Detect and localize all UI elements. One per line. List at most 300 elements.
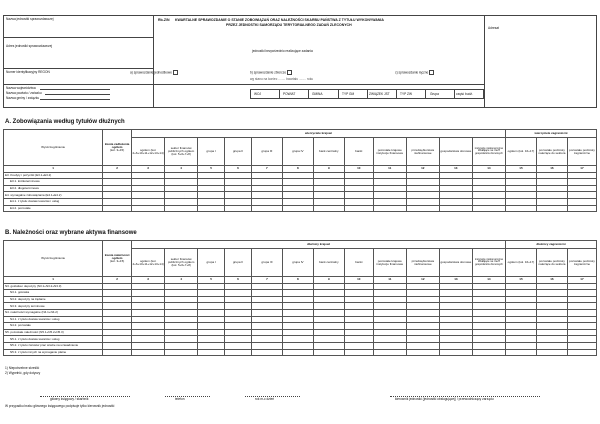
value-cell[interactable] [225,342,252,349]
value-cell[interactable] [103,336,132,343]
value-cell[interactable] [406,198,439,205]
value-cell[interactable] [251,205,282,212]
value-cell[interactable] [225,336,252,343]
footnote-1: 1) Niepotrzebne skreślić [5,366,40,370]
value-cell[interactable] [505,329,536,336]
value-cell[interactable] [505,283,536,290]
value-cell[interactable] [406,336,439,343]
value-cell[interactable] [567,192,596,199]
value-cell[interactable] [313,349,344,356]
option-combined-checkbox[interactable] [429,70,434,75]
value-cell[interactable] [251,283,282,290]
value-cell[interactable] [313,192,344,199]
value-cell[interactable] [165,172,198,179]
option-individual-checkbox[interactable] [173,70,178,75]
value-cell[interactable] [344,283,373,290]
value-cell[interactable] [103,316,132,323]
value-cell[interactable] [472,179,505,186]
value-cell[interactable] [406,329,439,336]
value-cell[interactable] [472,198,505,205]
unit-type-typ-zw[interactable]: TYP ZW [400,91,412,96]
value-cell[interactable] [251,172,282,179]
value-cell[interactable] [567,185,596,192]
value-cell[interactable] [505,192,536,199]
value-cell[interactable] [198,205,225,212]
value-cell[interactable] [251,323,282,330]
value-cell[interactable] [567,205,596,212]
section-a-subheader-row: ogółem (kol. 4+6+10+11+12+13+14) sektor finansów publicznych ogółem (kol. 5+6+7+8) grupa I grupa II grupa III grupa IV bank centralny banki pozostałe krajowe instytucje finansowe przedsiębiorstwa niefinansowe gospodarstwa domowe instytucje niekomercyjne działające na rzecz gospodarstw domowych ogółem (kol. 16+17) pozostałe podmioty należące do sektora pozostałe podmioty zagraniczne [4,138,597,166]
value-cell[interactable] [373,185,406,192]
value-cell[interactable] [505,336,536,343]
value-cell[interactable] [132,303,165,310]
value-cell[interactable] [251,296,282,303]
value-cell[interactable] [313,342,344,349]
value-cell[interactable] [472,336,505,343]
value-cell[interactable] [103,296,132,303]
value-cell[interactable] [373,329,406,336]
quarter-line[interactable]: wg stanu na koniec ........ kwartału ........ roku [250,77,314,81]
value-cell[interactable] [472,329,505,336]
value-cell[interactable] [282,342,313,349]
value-cell[interactable] [198,179,225,186]
value-cell[interactable] [472,290,505,297]
value-cell[interactable] [282,185,313,192]
value-cell[interactable] [165,290,198,297]
value-cell[interactable] [282,172,313,179]
value-cell[interactable] [103,283,132,290]
value-cell[interactable] [165,342,198,349]
value-cell[interactable] [373,336,406,343]
value-cell[interactable] [344,205,373,212]
table-row [4,290,597,297]
value-cell[interactable] [198,185,225,192]
value-cell[interactable] [132,172,165,179]
value-cell[interactable] [439,198,472,205]
value-cell[interactable] [282,316,313,323]
value-cell[interactable] [344,179,373,186]
value-cell[interactable] [103,323,132,330]
value-cell[interactable] [472,283,505,290]
value-cell[interactable] [373,342,406,349]
value-cell[interactable] [198,290,225,297]
value-cell[interactable] [165,349,198,356]
voivodeship-label: Nazwa województwa [6,86,36,90]
value-cell[interactable] [225,192,252,199]
value-cell[interactable] [344,185,373,192]
value-cell[interactable] [373,179,406,186]
value-cell[interactable] [439,349,472,356]
value-cell[interactable] [567,336,596,343]
value-cell[interactable] [251,329,282,336]
value-cell[interactable] [439,192,472,199]
value-cell[interactable] [536,185,567,192]
value-cell[interactable] [132,296,165,303]
value-cell[interactable] [536,342,567,349]
value-cell[interactable] [536,205,567,212]
value-cell[interactable] [165,336,198,343]
value-cell[interactable] [225,198,252,205]
value-cell[interactable] [567,342,596,349]
value-cell[interactable] [344,192,373,199]
value-cell[interactable] [165,185,198,192]
option-summary[interactable]: b) sprawozdanie zbiorcze [250,70,292,75]
value-cell[interactable] [567,323,596,330]
unit-type-czesc[interactable]: część budż. [456,91,473,96]
value-cell[interactable] [472,185,505,192]
value-cell[interactable] [282,323,313,330]
county-label: Nazwa powiatu / zwiazku [6,91,42,95]
value-cell[interactable] [472,172,505,179]
value-cell[interactable] [536,316,567,323]
value-cell[interactable] [313,323,344,330]
value-cell[interactable] [472,316,505,323]
value-cell[interactable] [536,296,567,303]
value-cell[interactable] [536,283,567,290]
unit-type-woj[interactable]: WOJ [254,91,262,96]
value-cell[interactable] [103,290,132,297]
value-cell[interactable] [313,290,344,297]
value-cell[interactable] [406,179,439,186]
value-cell[interactable] [505,205,536,212]
value-cell[interactable] [282,205,313,212]
value-cell[interactable] [406,349,439,356]
value-cell[interactable] [251,309,282,316]
value-cell[interactable] [439,336,472,343]
unit-type-grupa[interactable]: Grupa [430,91,439,96]
value-cell[interactable] [103,342,132,349]
value-cell[interactable] [439,342,472,349]
value-cell[interactable] [165,303,198,310]
value-cell[interactable] [536,309,567,316]
value-cell[interactable] [505,303,536,310]
value-cell[interactable] [313,309,344,316]
unit-type-zwiazek[interactable]: ZWIĄZEK JST [369,91,390,96]
value-cell[interactable] [198,336,225,343]
value-cell[interactable] [313,205,344,212]
value-cell[interactable] [536,290,567,297]
value-cell[interactable] [165,198,198,205]
value-cell[interactable] [505,296,536,303]
value-cell[interactable] [132,323,165,330]
value-cell[interactable] [373,309,406,316]
value-cell[interactable] [536,179,567,186]
value-cell[interactable] [505,349,536,356]
value-cell[interactable] [103,192,132,199]
value-cell[interactable] [103,329,132,336]
value-cell[interactable] [567,303,596,310]
value-cell[interactable] [373,290,406,297]
option-combined[interactable]: c) sprawozdanie łączne [395,70,434,75]
value-cell[interactable] [198,198,225,205]
value-cell[interactable] [406,172,439,179]
value-cell[interactable] [439,283,472,290]
value-cell[interactable] [472,296,505,303]
value-cell[interactable] [505,179,536,186]
value-cell[interactable] [251,198,282,205]
value-cell[interactable] [132,283,165,290]
phone-label: telefon [175,397,185,401]
value-cell[interactable] [225,185,252,192]
value-cell[interactable] [165,296,198,303]
value-cell[interactable] [198,316,225,323]
value-cell[interactable] [472,309,505,316]
value-cell[interactable] [567,329,596,336]
value-cell[interactable] [406,309,439,316]
value-cell[interactable] [103,179,132,186]
value-cell[interactable] [198,303,225,310]
table-row [4,329,597,336]
value-cell[interactable] [103,172,132,179]
value-cell[interactable] [406,185,439,192]
value-cell[interactable] [132,316,165,323]
value-cell[interactable] [132,192,165,199]
value-cell[interactable] [536,329,567,336]
option-summary-checkbox[interactable] [287,70,292,75]
unit-type-powiat[interactable]: POWIAT [283,91,296,96]
value-cell[interactable] [567,290,596,297]
value-cell[interactable] [567,172,596,179]
value-cell[interactable] [165,192,198,199]
value-cell[interactable] [344,290,373,297]
value-cell[interactable] [344,323,373,330]
value-cell[interactable] [313,185,344,192]
value-cell[interactable] [373,296,406,303]
value-cell[interactable] [198,283,225,290]
value-cell[interactable] [567,179,596,186]
value-cell[interactable] [373,198,406,205]
value-cell[interactable] [282,296,313,303]
value-cell[interactable] [103,349,132,356]
value-cell[interactable] [439,316,472,323]
value-cell[interactable] [282,349,313,356]
value-cell[interactable] [567,316,596,323]
value-cell[interactable] [198,172,225,179]
value-cell[interactable] [251,185,282,192]
value-cell[interactable] [439,290,472,297]
value-cell[interactable] [132,179,165,186]
value-cell[interactable] [103,198,132,205]
value-cell[interactable] [225,290,252,297]
value-cell[interactable] [313,179,344,186]
value-cell[interactable] [251,303,282,310]
value-cell[interactable] [132,205,165,212]
value-cell[interactable] [536,303,567,310]
unit-type-gmina[interactable]: GMINA [312,91,323,96]
value-cell[interactable] [536,323,567,330]
value-cell[interactable] [225,323,252,330]
value-cell[interactable] [313,296,344,303]
value-cell[interactable] [165,283,198,290]
value-cell[interactable] [165,309,198,316]
value-cell[interactable] [505,290,536,297]
value-cell[interactable] [225,349,252,356]
unit-type-typ-gm[interactable]: TYP GM [342,91,355,96]
value-cell[interactable] [567,349,596,356]
value-cell[interactable] [313,172,344,179]
value-cell[interactable] [406,316,439,323]
value-cell[interactable] [406,290,439,297]
value-cell[interactable] [313,329,344,336]
value-cell[interactable] [536,192,567,199]
value-cell[interactable] [225,303,252,310]
value-cell[interactable] [505,172,536,179]
section-b-subheader-row: ogółem (kol. 4+6+10+11+12+13+14) sektor finansów publicznych ogółem (kol. 5+6+7+8) grupa I grupa II grupa III grupa IV bank centralny banki pozostałe krajowe instytucje finansowe przedsiębiorstwa niefinansowe gospodarstwa domowe instytucje niekomercyjne działające na rzecz gospodarstw domowych ogółem (kol. 16+17) pozostałe podmioty należące do sektora pozostałe podmioty zagraniczne [4,249,597,277]
value-cell[interactable] [344,296,373,303]
value-cell[interactable] [406,296,439,303]
value-cell[interactable] [165,316,198,323]
value-cell[interactable] [313,303,344,310]
value-cell[interactable] [439,323,472,330]
value-cell[interactable] [103,303,132,310]
value-cell[interactable] [439,172,472,179]
value-cell[interactable] [132,198,165,205]
value-cell[interactable] [251,290,282,297]
value-cell[interactable] [282,309,313,316]
value-cell[interactable] [282,290,313,297]
value-cell[interactable] [282,198,313,205]
phone-line[interactable] [165,396,210,397]
value-cell[interactable] [344,329,373,336]
value-cell[interactable] [536,198,567,205]
value-cell[interactable] [472,349,505,356]
value-cell[interactable] [282,192,313,199]
value-cell[interactable] [225,316,252,323]
value-cell[interactable] [165,323,198,330]
value-cell[interactable] [536,349,567,356]
value-cell[interactable] [282,329,313,336]
value-cell[interactable] [225,179,252,186]
value-cell[interactable] [313,198,344,205]
value-cell[interactable] [198,296,225,303]
value-cell[interactable] [472,323,505,330]
value-cell[interactable] [165,205,198,212]
value-cell[interactable] [536,336,567,343]
form-code: Rb-Z/N [158,18,170,22]
value-cell[interactable] [282,179,313,186]
value-cell[interactable] [439,205,472,212]
value-cell[interactable] [505,309,536,316]
value-cell[interactable] [344,172,373,179]
value-cell[interactable] [251,316,282,323]
value-cell[interactable] [103,205,132,212]
value-cell[interactable] [472,342,505,349]
value-cell[interactable] [225,205,252,212]
value-cell[interactable] [225,309,252,316]
value-cell[interactable] [132,185,165,192]
value-cell[interactable] [251,349,282,356]
value-cell[interactable] [251,336,282,343]
value-cell[interactable] [505,316,536,323]
value-cell[interactable] [225,283,252,290]
value-cell[interactable] [505,185,536,192]
value-cell[interactable] [344,342,373,349]
value-cell[interactable] [132,309,165,316]
value-cell[interactable] [373,316,406,323]
value-cell[interactable] [198,192,225,199]
value-cell[interactable] [225,329,252,336]
value-cell[interactable] [439,309,472,316]
value-cell[interactable] [439,296,472,303]
value-cell[interactable] [198,309,225,316]
value-cell[interactable] [505,198,536,205]
value-cell[interactable] [251,342,282,349]
value-cell[interactable] [251,192,282,199]
value-cell[interactable] [132,342,165,349]
option-individual[interactable]: a) sprawozdanie jednostkowe [130,70,178,75]
value-cell[interactable] [344,303,373,310]
value-cell[interactable] [225,172,252,179]
value-cell[interactable] [373,172,406,179]
value-cell[interactable] [406,323,439,330]
value-cell[interactable] [406,192,439,199]
value-cell[interactable] [251,179,282,186]
value-cell[interactable] [313,283,344,290]
value-cell[interactable] [198,323,225,330]
value-cell[interactable] [472,192,505,199]
value-cell[interactable] [406,283,439,290]
value-cell[interactable] [198,349,225,356]
value-cell[interactable] [439,303,472,310]
value-cell[interactable] [373,303,406,310]
value-cell[interactable] [439,329,472,336]
value-cell[interactable] [344,198,373,205]
value-cell[interactable] [439,179,472,186]
value-cell[interactable] [165,179,198,186]
value-cell[interactable] [406,303,439,310]
value-cell[interactable] [373,205,406,212]
value-cell[interactable] [344,309,373,316]
value-cell[interactable] [472,205,505,212]
section-a-column-numbers: 1 2 3 4 5 6 7 8 9 10 11 12 13 14 15 16 17 [4,166,597,173]
value-cell[interactable] [282,303,313,310]
value-cell[interactable] [198,329,225,336]
value-cell[interactable] [313,336,344,343]
value-cell[interactable] [282,283,313,290]
value-cell[interactable] [439,185,472,192]
value-cell[interactable] [165,329,198,336]
value-cell[interactable] [472,303,505,310]
value-cell[interactable] [567,296,596,303]
value-cell[interactable] [567,309,596,316]
value-cell[interactable] [132,349,165,356]
value-cell[interactable] [103,309,132,316]
section-b-column-numbers: 1 2 3 4 5 6 7 8 9 10 11 12 13 14 15 16 17 [4,277,597,284]
value-cell[interactable] [373,349,406,356]
value-cell[interactable] [344,316,373,323]
value-cell[interactable] [567,198,596,205]
value-cell[interactable] [373,283,406,290]
value-cell[interactable] [373,192,406,199]
value-cell[interactable] [344,336,373,343]
value-cell[interactable] [406,342,439,349]
value-cell[interactable] [344,349,373,356]
value-cell[interactable] [406,205,439,212]
value-cell[interactable] [198,342,225,349]
value-cell[interactable] [132,336,165,343]
value-cell[interactable] [505,342,536,349]
value-cell[interactable] [225,296,252,303]
value-cell[interactable] [505,323,536,330]
value-cell[interactable] [282,336,313,343]
table-row [4,185,597,192]
value-cell[interactable] [567,283,596,290]
value-cell[interactable] [373,323,406,330]
value-cell[interactable] [536,172,567,179]
value-cell[interactable] [103,185,132,192]
value-cell[interactable] [313,316,344,323]
value-cell[interactable] [132,329,165,336]
value-cell[interactable] [132,290,165,297]
